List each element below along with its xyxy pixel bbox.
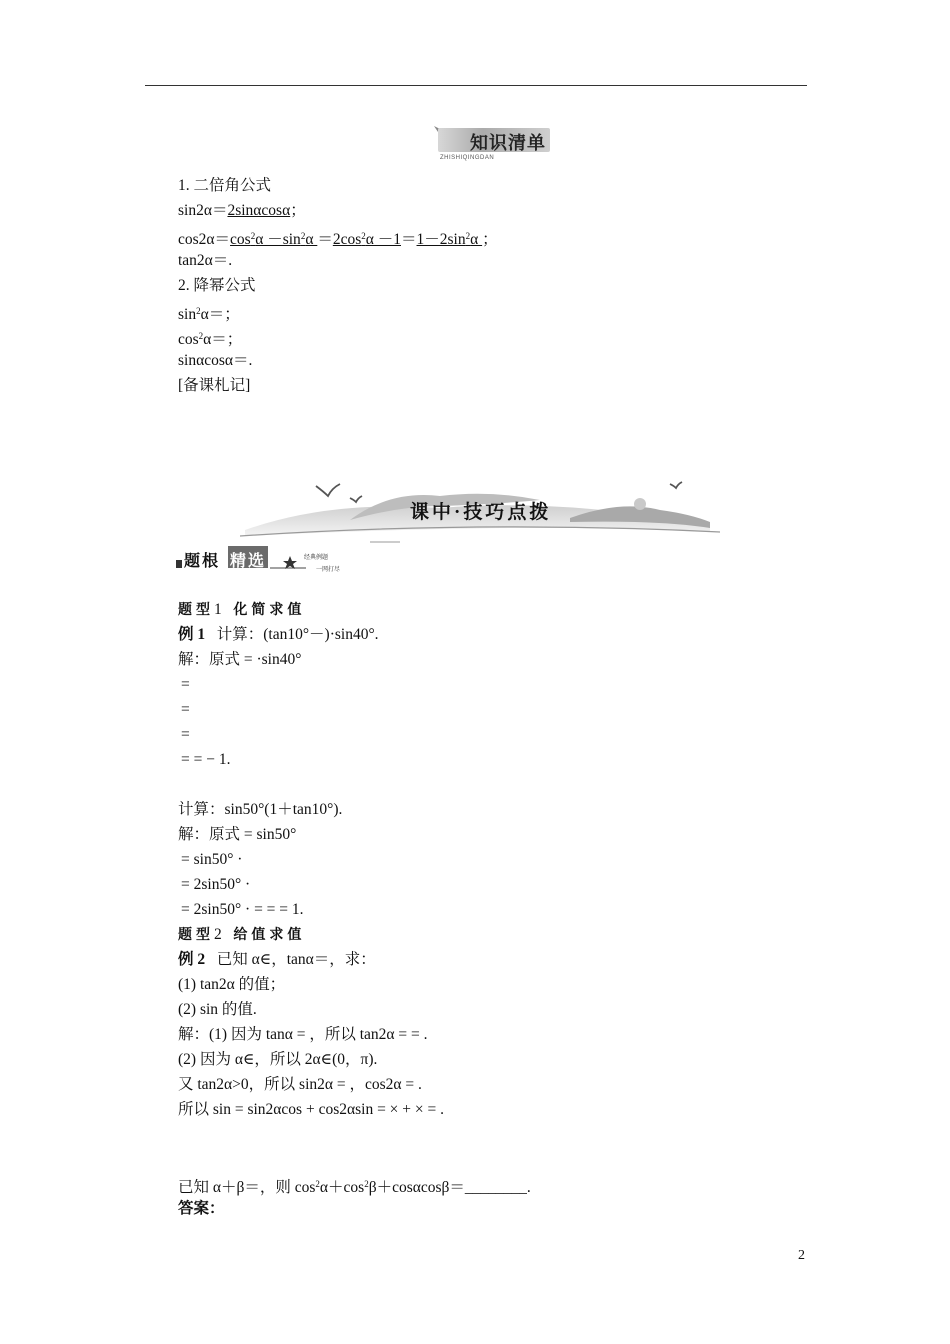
solution-line: 又 tan2α>0，所以 sin2α = ，cos2α = . [178,1076,422,1093]
lesson-banner-title: 课中·技巧点拨 [410,502,552,523]
knowledge-list-banner [430,122,556,166]
solution-line: (2) 因为 α∈，所以 2α∈(0，π). [178,1051,378,1068]
answer-label: 答案： [178,1200,225,1217]
topic-sub-2: 一网打尽 [316,567,341,573]
lesson-banner [240,470,720,550]
solution-line: = = − 1. [181,751,231,768]
solution-line: 解：原式 = ·sin40° [178,651,302,668]
page-number: 2 [798,1248,805,1263]
knowledge-title: 知识清单 [470,133,546,153]
formula-sin-squared: $\sin^2\alpha=$； [178,306,240,323]
example-1: 例 1 计算：(tan10°－)·sin40°. [178,626,379,643]
solution-line: = [181,726,190,743]
solution-line: 解：原式 = sin50° [178,826,297,843]
practice-question: 计算：sin50°(1＋tan10°). [178,801,343,818]
topic-tag-label: 题根 [184,553,221,570]
formula-sincos: sinαcosα＝. [178,352,253,369]
topic-tag-highlight: 精选 [228,546,268,568]
section-heading: 2. 降幂公式 [178,277,256,294]
formula-cos-squared: $\cos^2\alpha=$； [178,331,243,348]
header-rule [145,85,807,86]
topic-sub-1: 经典例题 [304,555,329,561]
solution-line: 解：(1) 因为 tanα = ，所以 tan2α = = . [178,1026,428,1043]
section-heading: 1. 二倍角公式 [178,177,272,194]
solution-line: = 2sin50° · = = = 1. [181,901,304,918]
solution-line: = [181,676,190,693]
tag-marker [176,560,182,568]
formula-cos2a: $\cos 2\alpha=\cos^2\alpha -\sin^2\alpha =2\cos^2\alpha -1=1-2\sin^2\alpha$ ； [178,231,498,248]
example-2: 例 2 已知 α∈，tanα＝，求： [178,951,376,968]
topic-selection-tag [176,546,356,576]
question-part: (2) sin 的值. [178,1001,257,1018]
solution-line: = [181,701,190,718]
problem-type-heading: 题型2 给值求值 [178,926,306,943]
lesson-notes-label: [备课札记] [178,377,251,394]
problem-type-heading: 题型1 化简求值 [178,601,306,618]
solution-line: = sin50° · [181,851,243,868]
formula-tan2a: tan2α＝. [178,252,233,269]
solution-line: = 2sin50° · [181,876,251,893]
solution-line: 所以 sin = sin2αcos + cos2αsin = × + × = . [178,1101,445,1118]
knowledge-subtitle: ZHISHIQINGDAN [440,155,495,161]
practice-question: 已知 α＋β＝，则 $\cos^2\alpha+\cos^2\beta+\cos\alpha\cos\beta=\_\_\_\_\_\_\_\_$. [178,1179,531,1196]
formula-sin2a: sin2α＝2sinαcosα； [178,202,306,219]
question-part: (1) tan2α 的值； [178,976,286,993]
